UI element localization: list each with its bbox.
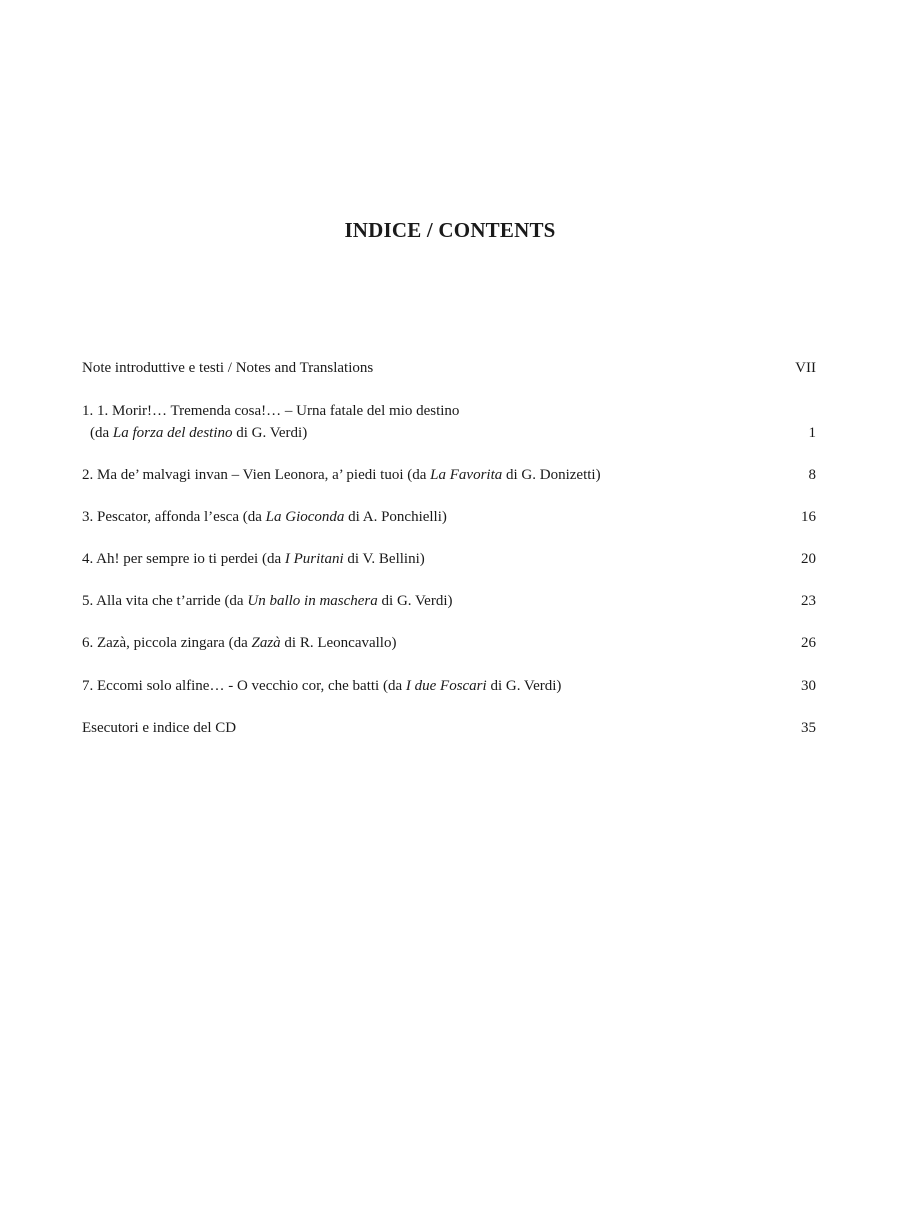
toc-entry-text: 6. Zazà, piccola zingara (da — [82, 635, 252, 651]
opera-title: La forza del destino — [112, 425, 233, 441]
toc-entry-text: Esecutori e indice del CD — [82, 720, 237, 736]
toc-entry-text: 7. Eccomi solo alfine… - O vecchio cor, che batti (da — [82, 678, 406, 694]
toc-entry-title — [82, 357, 762, 379]
opera-title: La Favorita — [430, 467, 503, 483]
toc-entry — [82, 717, 816, 739]
opera-title: I Puritani — [284, 551, 344, 567]
opera-title: Un ballo in maschera — [247, 593, 378, 609]
toc-entry-title — [82, 590, 762, 612]
toc-entry-title — [82, 548, 762, 570]
toc-entry-text: di G. Donizetti) — [502, 467, 601, 483]
toc-entry — [82, 548, 816, 570]
toc-entry-title — [82, 675, 762, 697]
toc-entry-text: di V. Bellini) — [343, 551, 425, 567]
toc-entry-text: 3. Pescator, affonda l’esca (da — [82, 509, 266, 525]
toc-entry-text: di R. Leoncavallo) — [280, 635, 397, 651]
toc-entry-line — [82, 632, 762, 654]
opera-title: Zazà — [251, 635, 281, 651]
toc-page-number: 1 — [808, 425, 816, 441]
toc-entry — [82, 675, 816, 697]
toc-entry-text: 2. Ma de’ malvagi invan – Vien Leonora, a’ piedi tuoi (da — [82, 467, 431, 483]
toc-entry-text: (da — [90, 425, 113, 441]
toc-entry-line — [82, 590, 762, 612]
toc-entry-title — [82, 717, 762, 739]
toc-entry-line — [82, 717, 762, 739]
toc-page-number: 23 — [801, 593, 816, 609]
toc-page-number: 35 — [801, 720, 816, 736]
toc-entry-line — [82, 548, 762, 570]
toc-page-number: 26 — [801, 635, 816, 651]
toc-entry-text: Note introduttive e testi / Notes and Translations — [82, 360, 374, 376]
toc-entry — [82, 400, 816, 444]
toc-entry-title — [82, 400, 762, 444]
toc-entry-line — [82, 422, 762, 444]
page-title: INDICE / CONTENTS — [344, 218, 556, 242]
opera-title: La Gioconda — [265, 509, 345, 525]
toc-entry-title — [82, 464, 762, 486]
toc-entry — [82, 632, 816, 654]
toc-page-number: VII — [795, 360, 816, 376]
toc-entry-title — [82, 632, 762, 654]
toc-page-number: 30 — [801, 678, 816, 694]
toc-entry-text: 5. Alla vita che t’arride (da — [82, 593, 248, 609]
toc-page-number: 8 — [808, 467, 816, 483]
toc-entry — [82, 590, 816, 612]
toc-entry-line — [82, 506, 762, 528]
toc-page-number: 16 — [801, 509, 816, 525]
toc-entry-title — [82, 506, 762, 528]
opera-title: I due Foscari — [405, 678, 487, 694]
toc-entry-text: di G. Verdi) — [486, 678, 562, 694]
toc-entry — [82, 357, 816, 379]
toc-entry — [82, 464, 816, 486]
toc-entry-text: di A. Ponchielli) — [344, 509, 447, 525]
toc-entry-line — [82, 400, 762, 422]
toc-entry-text: di G. Verdi) — [232, 425, 308, 441]
toc-entry-line — [82, 464, 762, 486]
toc-page-number: 20 — [801, 551, 816, 567]
toc-entry-line — [82, 357, 762, 379]
toc-entry-text: 1. 1. Morir!… Tremenda cosa!… – Urna fatale del mio destino — [82, 403, 460, 419]
toc-entry-text: 4. Ah! per sempre io ti perdei (da — [82, 551, 285, 567]
toc-entry — [82, 506, 816, 528]
toc-entry-line — [82, 675, 762, 697]
toc-entry-text: di G. Verdi) — [377, 593, 453, 609]
